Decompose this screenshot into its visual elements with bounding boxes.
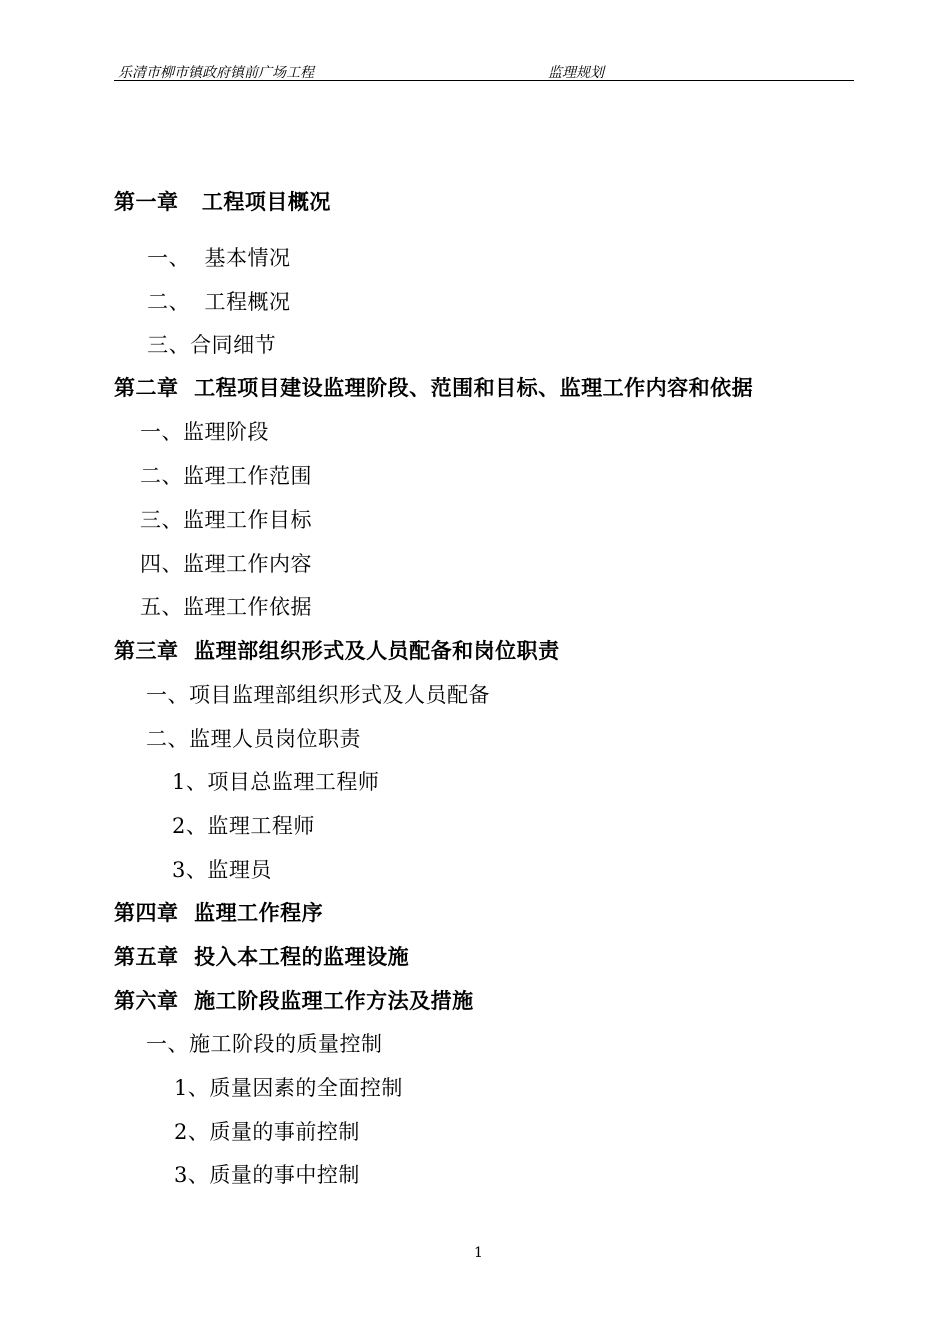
toc-chapter-4: 第四章 监理工作程序 xyxy=(114,900,324,925)
page-number: 1 xyxy=(474,1245,483,1261)
toc-section-2-5: 五、监理工作依据 xyxy=(140,595,312,619)
toc-section-1-3: 三、合同细节 xyxy=(140,333,277,357)
toc-item-6-1-2: 2、质量的事前控制 xyxy=(174,1120,360,1144)
toc-section-2-3: 三、监理工作目标 xyxy=(140,508,312,532)
toc-item-3-2-2: 2、监理工程师 xyxy=(172,814,315,838)
toc-section-2-1: 一、监理阶段 xyxy=(140,420,269,444)
toc-item-3-2-3: 3、监理员 xyxy=(172,858,272,882)
toc-item-6-1-3: 3、质量的事中控制 xyxy=(174,1163,360,1187)
page-header xyxy=(114,60,854,81)
toc-section-3-1: 一、项目监理部组织形式及人员配备 xyxy=(146,683,490,707)
toc-chapter-1: 第一章 工程项目概况 xyxy=(114,189,331,214)
toc-section-2-2: 二、监理工作范围 xyxy=(140,464,312,488)
toc-chapter-2: 第二章 工程项目建设监理阶段、范围和目标、监理工作内容和依据 xyxy=(114,375,754,400)
toc-section-1-2: 二、 工程概况 xyxy=(140,290,291,314)
toc-item-3-2-1: 1、项目总监理工程师 xyxy=(172,770,380,794)
toc-section-2-4: 四、监理工作内容 xyxy=(140,552,312,576)
header-project-title: 乐清市柳市镇政府镇前广场工程 xyxy=(118,65,314,81)
toc-chapter-3: 第三章 监理部组织形式及人员配备和岗位职责 xyxy=(114,638,560,663)
toc-section-6-1: 一、施工阶段的质量控制 xyxy=(146,1032,383,1056)
toc-chapter-6: 第六章 施工阶段监理工作方法及措施 xyxy=(114,988,474,1013)
toc-chapter-5: 第五章 投入本工程的监理设施 xyxy=(114,944,410,969)
toc-section-3-2: 二、监理人员岗位职责 xyxy=(146,727,361,751)
toc-section-1-1: 一、 基本情况 xyxy=(140,246,291,270)
toc-item-6-1-1: 1、质量因素的全面控制 xyxy=(174,1076,403,1100)
header-document-type: 监理规划 xyxy=(548,65,604,81)
